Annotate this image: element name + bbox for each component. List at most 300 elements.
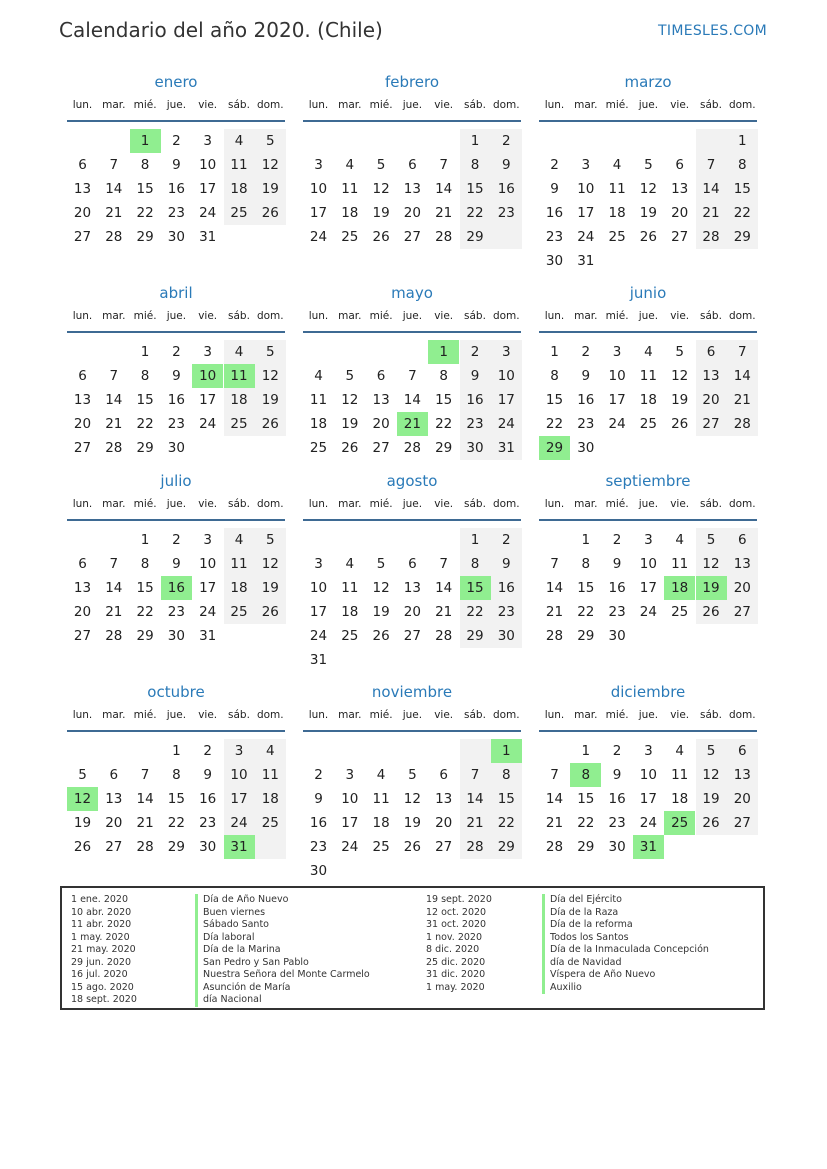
day-cell: 11 xyxy=(608,181,626,197)
legend-holiday-name: Día de la reforma xyxy=(542,919,633,932)
day-cell: 8 xyxy=(140,556,150,572)
day-cell: 29 xyxy=(167,839,185,855)
day-cell: 7 xyxy=(550,767,559,783)
weekday-label: jue. xyxy=(166,709,187,721)
day-cell: 2 xyxy=(612,743,622,759)
day-cell: 20 xyxy=(702,392,720,408)
day-cell: 9 xyxy=(550,181,559,197)
day-cell: 25 xyxy=(372,839,390,855)
day-cell: 14 xyxy=(545,580,564,596)
day-cell: 26 xyxy=(702,815,720,831)
day-cell: 21 xyxy=(545,604,564,620)
weekday-label: mar. xyxy=(574,99,598,111)
day-cell: 11 xyxy=(230,556,248,572)
day-cell: 13 xyxy=(73,392,92,408)
day-cell: 28 xyxy=(733,416,751,432)
legend-date: 29 jun. 2020 xyxy=(71,956,132,968)
header-rule xyxy=(539,730,757,732)
day-cell: 29 xyxy=(466,229,484,245)
day-cell: 26 xyxy=(639,229,657,245)
weekday-label: dom. xyxy=(728,709,756,721)
day-cell: 22 xyxy=(136,205,154,221)
day-cell: 18 xyxy=(230,392,248,408)
day-cell: 15 xyxy=(545,392,564,408)
month-enero xyxy=(67,73,285,263)
weekday-label: sáb. xyxy=(464,709,486,721)
day-cell: 7 xyxy=(439,556,448,572)
day-cell: 7 xyxy=(470,767,480,783)
day-cell: 13 xyxy=(73,181,92,197)
day-cell: 1 xyxy=(140,532,150,548)
day-cell: 4 xyxy=(612,157,622,173)
day-cell: 1 xyxy=(140,344,150,360)
month-name: septiembre xyxy=(605,472,691,490)
day-cell: 17 xyxy=(309,205,328,221)
day-cell: 7 xyxy=(140,767,150,783)
header-rule xyxy=(67,730,285,732)
legend-holiday-name: Día del Ejército xyxy=(542,894,622,907)
day-cell: 6 xyxy=(675,157,684,173)
day-cell: 23 xyxy=(608,815,626,831)
day-cell: 17 xyxy=(341,815,359,831)
weekday-label: dom. xyxy=(492,99,520,111)
day-cell: 12 xyxy=(261,556,279,572)
weekday-label: vie. xyxy=(198,709,218,721)
day-cell: 10 xyxy=(497,368,515,384)
day-cell: 28 xyxy=(105,229,123,245)
day-cell: 31 xyxy=(497,440,515,456)
day-cell: 3 xyxy=(203,344,212,360)
day-cell: 13 xyxy=(403,181,421,197)
weekday-label: dom. xyxy=(728,498,756,510)
day-cell: 4 xyxy=(675,743,684,759)
day-cell: 24 xyxy=(577,229,595,245)
month-septiembre xyxy=(539,472,757,662)
holiday-legend xyxy=(60,886,765,1010)
weekday-label: lun. xyxy=(308,709,329,721)
weekday-label: vie. xyxy=(434,99,454,111)
day-cell: 9 xyxy=(172,368,181,384)
weekday-label: dom. xyxy=(728,99,756,111)
day-cell: 30 xyxy=(577,440,595,456)
day-cell: 18 xyxy=(671,791,689,807)
day-cell: 20 xyxy=(372,416,390,432)
day-cell: 11 xyxy=(639,368,657,384)
weekday-label: sáb. xyxy=(700,310,722,322)
day-cell: 2 xyxy=(203,743,212,759)
day-cell: 31 xyxy=(309,652,328,668)
day-cell: 24 xyxy=(608,416,626,432)
day-cell: 7 xyxy=(109,368,119,384)
holiday-day-cell: 11 xyxy=(224,364,255,388)
weekday-label: sáb. xyxy=(464,310,486,322)
day-cell: 6 xyxy=(439,767,448,783)
day-cell: 29 xyxy=(577,628,595,644)
month-name: diciembre xyxy=(610,683,686,701)
day-cell: 3 xyxy=(345,767,355,783)
day-cell: 27 xyxy=(73,229,92,245)
day-cell: 23 xyxy=(577,416,595,432)
day-cell: 27 xyxy=(671,229,689,245)
day-cell: 12 xyxy=(261,157,279,173)
weekday-label: vie. xyxy=(198,498,218,510)
day-cell: 28 xyxy=(105,628,123,644)
day-cell: 29 xyxy=(497,839,515,855)
weekday-label: dom. xyxy=(256,498,284,510)
day-cell: 6 xyxy=(109,767,119,783)
day-cell: 3 xyxy=(581,157,591,173)
day-cell: 24 xyxy=(199,604,217,620)
day-cell: 27 xyxy=(105,839,123,855)
day-cell: 10 xyxy=(639,556,657,572)
day-cell: 9 xyxy=(502,556,511,572)
day-cell: 24 xyxy=(199,205,217,221)
day-cell: 13 xyxy=(702,368,720,384)
holiday-day-cell: 1 xyxy=(428,340,459,364)
day-cell: 27 xyxy=(403,229,421,245)
holiday-day-cell: 10 xyxy=(192,364,223,388)
day-cell: 3 xyxy=(612,344,622,360)
day-cell: 12 xyxy=(372,580,390,596)
legend-holiday-name: Día de la Inmaculada Concepción xyxy=(542,944,709,957)
weekday-label: mar. xyxy=(102,310,126,322)
header-rule xyxy=(539,519,757,521)
day-cell: 21 xyxy=(545,815,564,831)
day-cell: 30 xyxy=(466,440,484,456)
day-cell: 22 xyxy=(497,815,515,831)
day-cell: 21 xyxy=(435,604,453,620)
weekday-label: sáb. xyxy=(228,310,250,322)
weekday-label: mié. xyxy=(605,498,629,510)
day-cell: 1 xyxy=(738,133,747,149)
day-cell: 29 xyxy=(733,229,751,245)
legend-date: 18 sept. 2020 xyxy=(71,994,137,1005)
weekday-label: jue. xyxy=(402,99,423,111)
day-cell: 11 xyxy=(671,556,689,572)
legend-date: 19 sept. 2020 xyxy=(426,894,492,905)
day-cell: 2 xyxy=(581,344,591,360)
page-title: Calendario del año 2020. (Chile) xyxy=(59,18,383,42)
day-cell: 22 xyxy=(435,416,453,432)
weekday-label: mar. xyxy=(102,498,126,510)
day-cell: 13 xyxy=(73,580,92,596)
month-mayo xyxy=(303,284,521,474)
day-cell: 30 xyxy=(199,839,217,855)
weekday-label: sáb. xyxy=(464,498,486,510)
day-cell: 6 xyxy=(738,743,747,759)
weekday-label: vie. xyxy=(434,709,454,721)
day-cell: 25 xyxy=(309,440,328,456)
weekday-label: jue. xyxy=(402,709,423,721)
day-cell: 25 xyxy=(230,604,248,620)
weekday-label: sáb. xyxy=(228,498,250,510)
day-cell: 20 xyxy=(403,205,421,221)
day-cell: 3 xyxy=(203,133,212,149)
day-cell: 11 xyxy=(309,392,328,408)
day-cell: 5 xyxy=(706,743,716,759)
day-cell: 25 xyxy=(671,604,689,620)
day-cell: 21 xyxy=(105,416,123,432)
weekday-label: vie. xyxy=(670,709,690,721)
day-cell: 23 xyxy=(167,604,185,620)
month-diciembre xyxy=(539,683,757,873)
day-cell: 3 xyxy=(314,157,323,173)
day-cell: 17 xyxy=(199,392,217,408)
legend-holiday-name: día de Navidad xyxy=(542,957,621,970)
day-cell: 19 xyxy=(372,205,390,221)
day-cell: 9 xyxy=(203,767,212,783)
day-cell: 26 xyxy=(73,839,92,855)
holiday-day-cell: 16 xyxy=(161,576,192,600)
legend-holiday-name: Sábado Santo xyxy=(195,919,269,932)
weekday-label: mié. xyxy=(605,709,629,721)
weekday-label: vie. xyxy=(198,310,218,322)
month-marzo xyxy=(539,73,757,269)
day-cell: 10 xyxy=(199,556,217,572)
day-cell: 6 xyxy=(408,556,417,572)
day-cell: 23 xyxy=(167,416,185,432)
day-cell: 13 xyxy=(671,181,689,197)
day-cell: 8 xyxy=(140,368,150,384)
day-cell: 23 xyxy=(497,604,515,620)
day-cell: 17 xyxy=(608,392,626,408)
day-cell: 17 xyxy=(309,604,328,620)
day-cell: 22 xyxy=(545,416,564,432)
day-cell: 16 xyxy=(497,181,515,197)
day-cell: 12 xyxy=(702,767,720,783)
holiday-day-cell: 21 xyxy=(397,412,428,436)
weekday-label: sáb. xyxy=(228,709,250,721)
day-cell: 15 xyxy=(435,392,453,408)
day-cell: 7 xyxy=(550,556,559,572)
weekday-label: mié. xyxy=(369,310,393,322)
day-cell: 26 xyxy=(261,604,279,620)
month-name: octubre xyxy=(147,683,205,701)
weekday-label: mié. xyxy=(133,310,157,322)
day-cell: 13 xyxy=(372,392,390,408)
day-cell: 9 xyxy=(612,556,622,572)
day-cell: 2 xyxy=(502,532,511,548)
day-cell: 23 xyxy=(309,839,328,855)
day-cell: 28 xyxy=(545,628,564,644)
day-cell: 5 xyxy=(78,767,87,783)
day-cell: 24 xyxy=(639,815,657,831)
day-cell: 17 xyxy=(230,791,248,807)
day-cell: 20 xyxy=(435,815,453,831)
day-cell: 8 xyxy=(140,157,150,173)
legend-date: 15 ago. 2020 xyxy=(71,981,134,993)
day-cell: 19 xyxy=(372,604,390,620)
day-cell: 17 xyxy=(199,181,217,197)
month-octubre xyxy=(67,683,285,873)
day-cell: 26 xyxy=(671,416,689,432)
day-cell: 14 xyxy=(545,791,564,807)
legend-date: 11 abr. 2020 xyxy=(71,919,132,930)
site-link[interactable]: TIMESLES.COM xyxy=(658,23,767,39)
day-cell: 12 xyxy=(341,392,359,408)
day-cell: 30 xyxy=(167,229,185,245)
day-cell: 12 xyxy=(671,368,689,384)
day-cell: 23 xyxy=(199,815,217,831)
day-cell: 20 xyxy=(733,791,751,807)
day-cell: 4 xyxy=(266,743,275,759)
legend-holiday-name: San Pedro y San Pablo xyxy=(195,957,309,970)
day-cell: 4 xyxy=(345,556,355,572)
holiday-day-cell: 1 xyxy=(130,129,161,153)
legend-holiday-name: Día de la Raza xyxy=(542,907,618,920)
day-cell: 2 xyxy=(550,157,559,173)
day-cell: 26 xyxy=(702,604,720,620)
header-rule xyxy=(303,519,521,521)
month-name: abril xyxy=(159,284,193,302)
day-cell: 25 xyxy=(341,628,359,644)
day-cell: 15 xyxy=(733,181,751,197)
day-cell: 2 xyxy=(314,767,323,783)
day-cell: 30 xyxy=(545,253,564,269)
day-cell: 13 xyxy=(435,791,453,807)
legend-holiday-name: Día de Año Nuevo xyxy=(195,894,288,907)
weekday-label: sáb. xyxy=(700,498,722,510)
weekday-label: jue. xyxy=(402,310,423,322)
day-cell: 4 xyxy=(675,532,684,548)
holiday-day-cell: 8 xyxy=(570,763,601,787)
legend-holiday-name: Todos los Santos xyxy=(542,932,629,945)
weekday-label: lun. xyxy=(308,310,329,322)
day-cell: 25 xyxy=(230,205,248,221)
day-cell: 28 xyxy=(105,440,123,456)
day-cell: 8 xyxy=(172,767,181,783)
day-cell: 9 xyxy=(470,368,480,384)
weekday-label: mar. xyxy=(574,709,598,721)
holiday-day-cell: 25 xyxy=(664,811,695,835)
day-cell: 10 xyxy=(309,181,328,197)
day-cell: 4 xyxy=(345,157,355,173)
month-name: noviembre xyxy=(371,683,453,701)
weekday-label: vie. xyxy=(434,498,454,510)
day-cell: 15 xyxy=(466,181,484,197)
day-cell: 15 xyxy=(577,791,595,807)
day-cell: 5 xyxy=(266,344,275,360)
day-cell: 13 xyxy=(733,556,751,572)
holiday-day-cell: 18 xyxy=(664,576,695,600)
legend-holiday-name: día Nacional xyxy=(195,994,262,1007)
day-cell: 7 xyxy=(439,157,448,173)
day-cell: 11 xyxy=(261,767,279,783)
legend-date: 12 oct. 2020 xyxy=(426,906,487,918)
day-cell: 26 xyxy=(403,839,421,855)
weekday-label: mié. xyxy=(133,498,157,510)
day-cell: 19 xyxy=(261,392,279,408)
day-cell: 28 xyxy=(466,839,484,855)
day-cell: 8 xyxy=(550,368,559,384)
month-agosto xyxy=(303,472,521,668)
day-cell: 22 xyxy=(733,205,751,221)
day-cell: 5 xyxy=(266,532,275,548)
legend-holiday-name: Día de la Marina xyxy=(195,944,281,957)
day-cell: 21 xyxy=(733,392,751,408)
day-cell: 27 xyxy=(73,628,92,644)
month-noviembre xyxy=(303,683,521,879)
day-cell: 10 xyxy=(577,181,595,197)
legend-date: 31 oct. 2020 xyxy=(426,919,487,930)
day-cell: 17 xyxy=(199,580,217,596)
day-cell: 5 xyxy=(266,133,275,149)
weekday-label: lun. xyxy=(72,99,93,111)
month-junio xyxy=(539,284,757,474)
weekday-label: mié. xyxy=(605,99,629,111)
header-rule xyxy=(303,120,521,122)
day-cell: 23 xyxy=(608,604,626,620)
weekday-label: mié. xyxy=(133,99,157,111)
day-cell: 27 xyxy=(435,839,453,855)
day-cell: 25 xyxy=(639,416,657,432)
day-cell: 11 xyxy=(341,580,359,596)
header-rule xyxy=(67,331,285,333)
day-cell: 14 xyxy=(403,392,421,408)
day-cell: 19 xyxy=(671,392,689,408)
header-rule xyxy=(303,730,521,732)
legend-date: 1 may. 2020 xyxy=(71,931,130,943)
day-cell: 19 xyxy=(341,416,359,432)
day-cell: 30 xyxy=(167,440,185,456)
month-julio xyxy=(67,472,285,662)
day-cell: 23 xyxy=(466,416,484,432)
day-cell: 21 xyxy=(136,815,154,831)
day-cell: 5 xyxy=(408,767,417,783)
day-cell: 15 xyxy=(497,791,515,807)
day-cell: 19 xyxy=(639,205,657,221)
legend-holiday-name: Víspera de Año Nuevo xyxy=(542,969,655,982)
day-cell: 28 xyxy=(702,229,720,245)
day-cell: 6 xyxy=(408,157,417,173)
day-cell: 4 xyxy=(376,767,386,783)
day-cell: 30 xyxy=(497,628,515,644)
weekday-label: jue. xyxy=(166,99,187,111)
day-cell: 2 xyxy=(172,133,181,149)
day-cell: 4 xyxy=(234,344,244,360)
day-cell: 18 xyxy=(309,416,328,432)
day-cell: 15 xyxy=(136,181,154,197)
day-cell: 2 xyxy=(172,532,181,548)
weekday-label: mar. xyxy=(338,99,362,111)
day-cell: 11 xyxy=(230,157,248,173)
month-name: marzo xyxy=(624,73,672,91)
day-cell: 13 xyxy=(105,791,123,807)
day-cell: 12 xyxy=(261,368,279,384)
holiday-day-cell: 29 xyxy=(539,436,570,460)
day-cell: 31 xyxy=(577,253,595,269)
day-cell: 2 xyxy=(502,133,511,149)
day-cell: 22 xyxy=(136,604,154,620)
day-cell: 15 xyxy=(136,392,154,408)
day-cell: 4 xyxy=(314,368,323,384)
day-cell: 5 xyxy=(345,368,355,384)
weekday-label: mar. xyxy=(338,310,362,322)
day-cell: 12 xyxy=(403,791,421,807)
day-cell: 28 xyxy=(435,229,453,245)
holiday-day-cell: 12 xyxy=(67,787,98,811)
day-cell: 4 xyxy=(644,344,653,360)
day-cell: 10 xyxy=(639,767,657,783)
month-name: junio xyxy=(629,284,667,302)
day-cell: 16 xyxy=(199,791,217,807)
weekday-label: jue. xyxy=(166,498,187,510)
day-cell: 14 xyxy=(733,368,751,384)
day-cell: 5 xyxy=(644,157,653,173)
weekday-label: mié. xyxy=(133,709,157,721)
day-cell: 22 xyxy=(136,416,154,432)
day-cell: 24 xyxy=(497,416,515,432)
